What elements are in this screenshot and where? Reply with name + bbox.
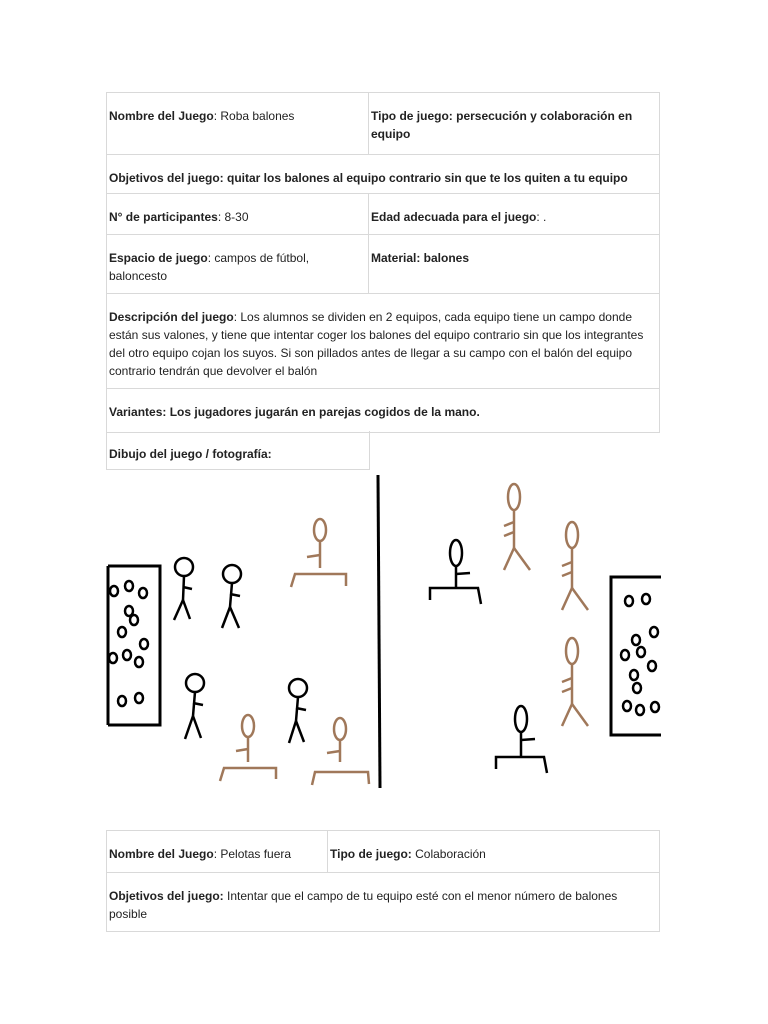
space-cell xyxy=(107,235,369,293)
row-participants-age xyxy=(107,194,659,235)
participants-label: N° de participantes xyxy=(109,210,218,224)
description-cell xyxy=(107,294,659,388)
game-name-value: : Roba balones xyxy=(213,109,295,123)
left-goal xyxy=(108,566,160,725)
game-objectives: Objetivos del juego: quitar los balones al equipo contrario sin que te los quiten a tu equipo xyxy=(109,171,628,185)
center-line xyxy=(378,475,380,788)
description-value: : Los alumnos se dividen en 2 equipos, cada equipo tiene un campo donde están sus valones, y tiene que intentar coger los balones del equipo contrario sin que los integrantes del otro equipo cojan los suyos. Si son pillados antes de llegar a su campo con el balón del equipo contrario tendrán que devolver el balón xyxy=(109,310,644,378)
left-balls xyxy=(109,581,148,706)
row-objectives xyxy=(107,155,659,194)
participants-cell xyxy=(107,194,369,234)
row-description xyxy=(107,294,659,389)
row-objectives-2 xyxy=(107,873,659,931)
game-type-label-2: Tipo de juego: xyxy=(330,847,412,861)
row-name-type-2 xyxy=(107,831,659,873)
game-card-1 xyxy=(106,92,660,433)
game-type-value-2: Colaboración xyxy=(411,847,486,861)
row-name-type xyxy=(107,93,659,155)
objectives-cell-2 xyxy=(107,873,659,931)
objectives-label-2: Objetivos del juego: xyxy=(109,889,224,903)
row-space-material xyxy=(107,235,659,294)
drawing-label: Dibujo del juego / fotografía: xyxy=(106,431,370,470)
space-value: : campos de fútbol, baloncesto xyxy=(109,251,310,283)
age-value: : . xyxy=(536,210,547,224)
variants: Variantes: Los jugadores jugarán en parejas cogidos de la mano. xyxy=(109,405,480,419)
game-type: Tipo de juego: persecución y colaboración en equipo xyxy=(371,109,633,141)
participants-value: : 8-30 xyxy=(217,210,249,224)
description-label: Descripción del juego xyxy=(109,310,234,324)
age-cell xyxy=(369,194,659,234)
game-name-cell xyxy=(107,93,369,154)
game-name-value-2: : Pelotas fuera xyxy=(213,847,292,861)
game-name-label-2: Nombre del Juego xyxy=(109,847,214,861)
material: Material: balones xyxy=(371,251,470,265)
row-variants xyxy=(107,389,659,432)
game-name-cell-2 xyxy=(107,831,328,872)
space-label: Espacio de juego xyxy=(109,251,208,265)
objectives-value-2: Intentar que el campo de tu equipo esté con el menor número de balones posible xyxy=(109,889,618,921)
right-balls xyxy=(621,594,659,715)
game-card-2 xyxy=(106,830,660,932)
black-team-figures xyxy=(174,540,547,773)
game-type-cell-2 xyxy=(328,831,659,872)
age-label: Edad adecuada para el juego xyxy=(371,210,537,224)
game-drawing xyxy=(0,470,768,800)
game-name-label: Nombre del Juego xyxy=(109,109,214,123)
